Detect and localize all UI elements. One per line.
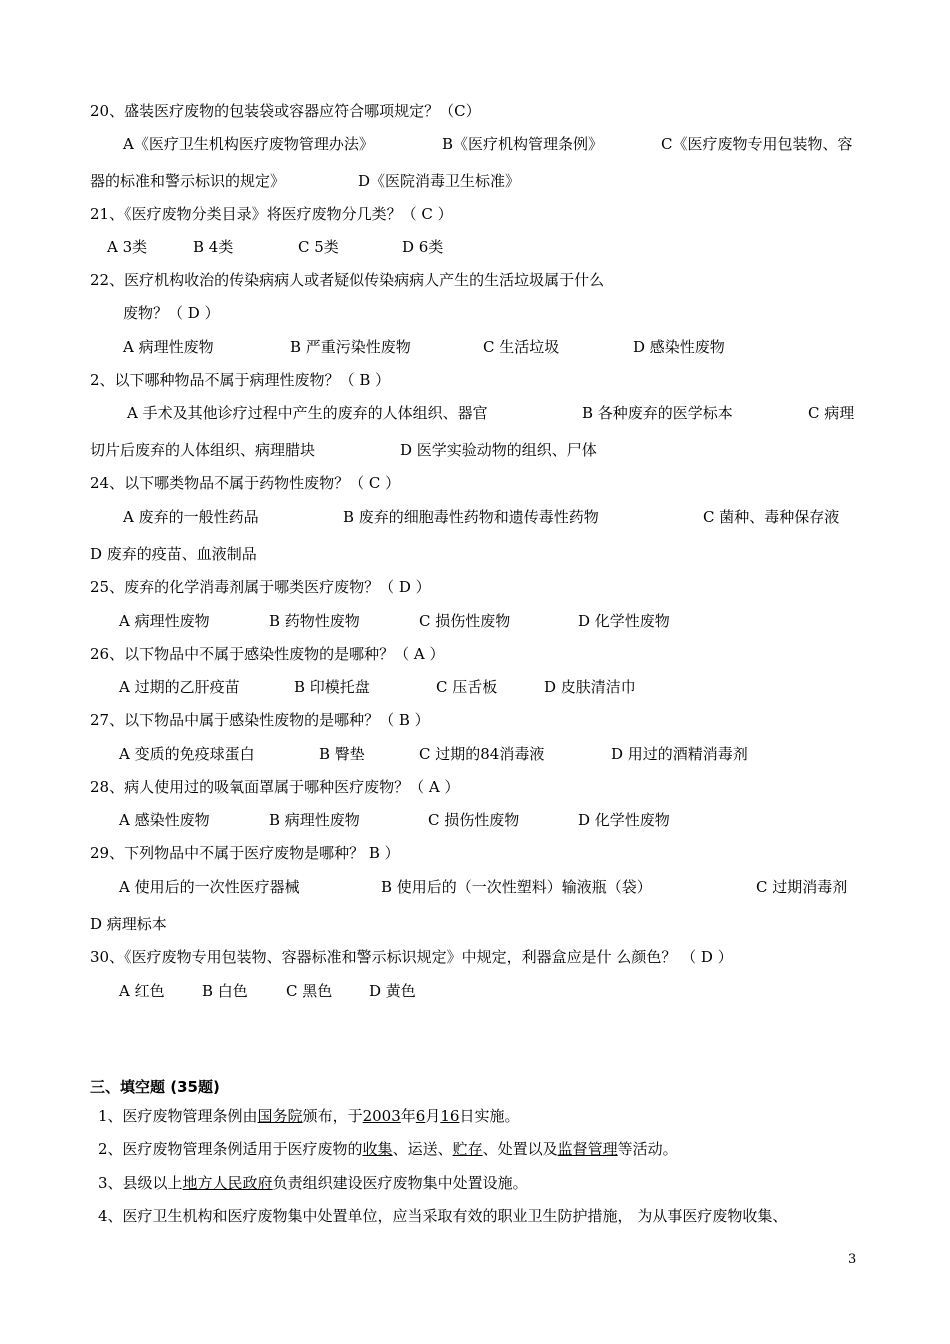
blank: 收集 [362,1140,393,1158]
option-a: A 感染性废物 [119,811,210,829]
question-25-stem: 25、废弃的化学消毒剂属于哪类医疗废物？（ D ） [90,578,431,596]
option-d: D 黄色 [369,982,416,1000]
option-c: C《医疗废物专用包装物、容 [661,135,853,153]
option-a: A 红色 [119,982,165,1000]
option-a: A 过期的乙肝疫苗 [119,678,240,696]
option-d: D 用过的酒精消毒剂 [611,745,748,763]
question-20-stem: 20、盛装医疗废物的包装袋或容器应符合哪项规定？（C） [90,102,481,120]
option-c-continued: 切片后废弃的人体组织、病理腊块 [90,441,316,459]
option-d: D 感染性废物 [633,338,725,356]
option-c: C 损伤性废物 [428,811,520,829]
option-c: C 生活垃圾 [483,338,560,356]
question-24-option-d: D 废弃的疫苗、血液制品 [90,545,257,563]
option-c: C 过期消毒剂 [756,878,848,896]
question-24-stem: 24、以下哪类物品不属于药物性废物？（ C ） [90,474,401,492]
section-title: 三、填空题 (35题) [90,1078,220,1096]
option-c: C 过期的84消毒液 [419,745,545,763]
option-c-continued: 器的标准和警示标识的规定》 [90,172,286,190]
blank: 国务院 [257,1107,303,1125]
question-26-stem: 26、以下物品中不属于感染性废物的是哪种？（ A ） [90,645,445,663]
blank: 贮存 [452,1140,483,1158]
option-c: C 损伤性废物 [419,612,511,630]
option-d: D 医学实验动物的组织、尸体 [400,441,597,459]
option-b: B 白色 [202,982,248,1000]
question-29-stem: 29、下列物品中不属于医疗废物是哪种？ B ） [90,844,400,862]
option-b: B 严重污染性废物 [290,338,411,356]
page-number: 3 [848,1252,857,1267]
blank: 16 [440,1107,460,1125]
option-b: B 药物性废物 [269,612,360,630]
option-a: A 病理性废物 [123,338,214,356]
fill-item-1: 1、医疗废物管理条例由国务院颁布，于2003年6月16日实施。 [98,1107,520,1125]
option-a: A 3类 [107,238,148,256]
question-27-stem: 27、以下物品中属于感染性废物的是哪种？（ B ） [90,711,430,729]
question-22-stem-cont: 废物？（ D ） [123,304,220,322]
fill-item-4: 4、医疗卫生机构和医疗废物集中处置单位，应当采取有效的职业卫生防护措施， 为从事医疗废物收集、 [98,1207,788,1225]
option-d: D《医院消毒卫生标准》 [358,172,521,190]
option-a: A 手术及其他诊疗过程中产生的废弃的人体组织、器官 [127,404,488,422]
option-a: A 使用后的一次性医疗器械 [119,878,300,896]
option-b: B 各种废弃的医学标本 [582,404,733,422]
option-d: D 化学性废物 [578,612,670,630]
question-21-stem: 21、《医疗废物分类目录》将医疗废物分几类？（ C ） [90,205,453,223]
fill-item-3: 3、县级以上地方人民政府负责组织建设医疗废物集中处置设施。 [98,1174,528,1192]
option-d: D 6类 [402,238,444,256]
option-c: C 5类 [298,238,339,256]
option-c: C 黑色 [286,982,333,1000]
option-b: B 臀垫 [319,745,365,763]
question-28-stem: 28、病人使用过的吸氧面罩属于哪种医疗废物？（ A ） [90,778,460,796]
option-b: B 病理性废物 [269,811,360,829]
option-b: B 印模托盘 [294,678,370,696]
option-c: C 压舌板 [436,678,498,696]
option-b: B 4类 [193,238,234,256]
option-a: A 病理性废物 [119,612,210,630]
option-b: B 废弃的细胞毒性药物和遗传毒性药物 [343,508,599,526]
blank: 地方人民政府 [182,1174,273,1192]
option-a: A《医疗卫生机构医疗废物管理办法》 [123,135,374,153]
option-c: C 菌种、毒种保存液 [703,508,840,526]
blank: 2003 [362,1107,401,1125]
option-a: A 变质的免疫球蛋白 [119,745,255,763]
option-b: B《医疗机构管理条例》 [442,135,604,153]
question-22-stem: 22、医疗机构收治的传染病病人或者疑似传染病病人产生的生活垃圾属于什么 [90,271,605,289]
option-d: D 化学性废物 [578,811,670,829]
option-d: D 皮肤清洁巾 [544,678,636,696]
option-a: A 废弃的一般性药品 [123,508,259,526]
option-c: C 病理 [808,404,855,422]
question-30-stem: 30、《医疗废物专用包装物、容器标准和警示标识规定》中规定，利器盒应是什 么颜色？ （ D ） [90,948,733,966]
question-2-stem: 2、以下哪种物品不属于病理性废物？（ B ） [90,371,391,389]
fill-item-2: 2、医疗废物管理条例适用于医疗废物的收集、运送、贮存、处置以及监督管理等活动。 [98,1140,678,1158]
blank: 6 [415,1107,426,1125]
blank: 监督管理 [557,1140,618,1158]
question-29-option-d: D 病理标本 [90,915,167,933]
option-b: B 使用后的（一次性塑料）输液瓶（袋） [381,878,652,896]
